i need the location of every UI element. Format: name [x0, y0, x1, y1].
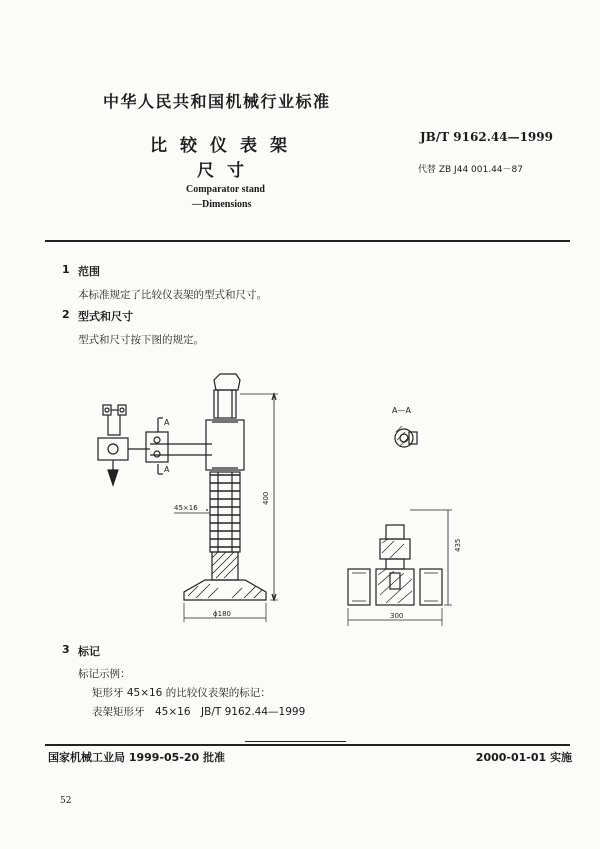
- approval-line: 国家机械工业局 1999-05-20 批准: [48, 751, 226, 764]
- english-title-line2: —Dimensions: [192, 199, 252, 210]
- section-view-label: A—A: [392, 406, 411, 415]
- footer-divider: [45, 744, 570, 746]
- column: [206, 374, 244, 580]
- section-2-number: 2: [62, 308, 70, 321]
- marking-example-line2: 表架矩形牙 45×16 JB/T 9162.44—1999: [92, 706, 306, 718]
- standard-category-title: 中华人民共和国机械行业标准: [103, 92, 331, 111]
- thread-spec-label: 45×16: [174, 504, 198, 512]
- height-dimension: 400: [262, 491, 270, 505]
- section-1-body: 本标准规定了比较仪表架的型式和尺寸。: [78, 289, 267, 301]
- right-width-dimension: 300: [390, 612, 404, 620]
- section-3-number: 3: [62, 643, 70, 656]
- effective-date: 2000-01-01 实施: [475, 751, 572, 764]
- section-1-number: 1: [62, 263, 70, 276]
- replaces-standard: 代替 ZB J44 001.44－87: [418, 165, 523, 175]
- right-assembly-view: [348, 525, 442, 605]
- clamp-assembly: [98, 405, 212, 485]
- section-3-title: 标记: [78, 645, 100, 658]
- cut-label-top: A: [164, 418, 170, 427]
- marking-example-heading: 标记示例：: [78, 668, 131, 680]
- document-title-line2: 尺寸: [197, 161, 257, 181]
- cut-label-bottom: A: [164, 465, 170, 474]
- base: [184, 580, 266, 600]
- standard-number: JB/T 9162.44—1999: [420, 130, 553, 144]
- comparator-stand-drawing: [0, 360, 600, 640]
- section-a-a-view: [395, 426, 417, 447]
- page-number: 52: [60, 796, 72, 806]
- header-divider: [45, 240, 570, 242]
- base-diameter-dimension: ϕ180: [213, 610, 231, 618]
- end-rule: [245, 741, 346, 742]
- section-2-body: 型式和尺寸按下图的规定。: [78, 334, 204, 346]
- document-title-line1: 比较仪表架: [150, 136, 300, 156]
- section-cut-marks: [158, 418, 163, 474]
- section-2-title: 型式和尺寸: [78, 310, 133, 323]
- right-height-dimension: 435: [454, 538, 462, 552]
- marking-example-line1: 矩形牙 45×16 的比较仪表架的标记：: [92, 687, 271, 699]
- english-title-line1: Comparator stand: [186, 184, 265, 195]
- section-1-title: 范围: [78, 265, 100, 278]
